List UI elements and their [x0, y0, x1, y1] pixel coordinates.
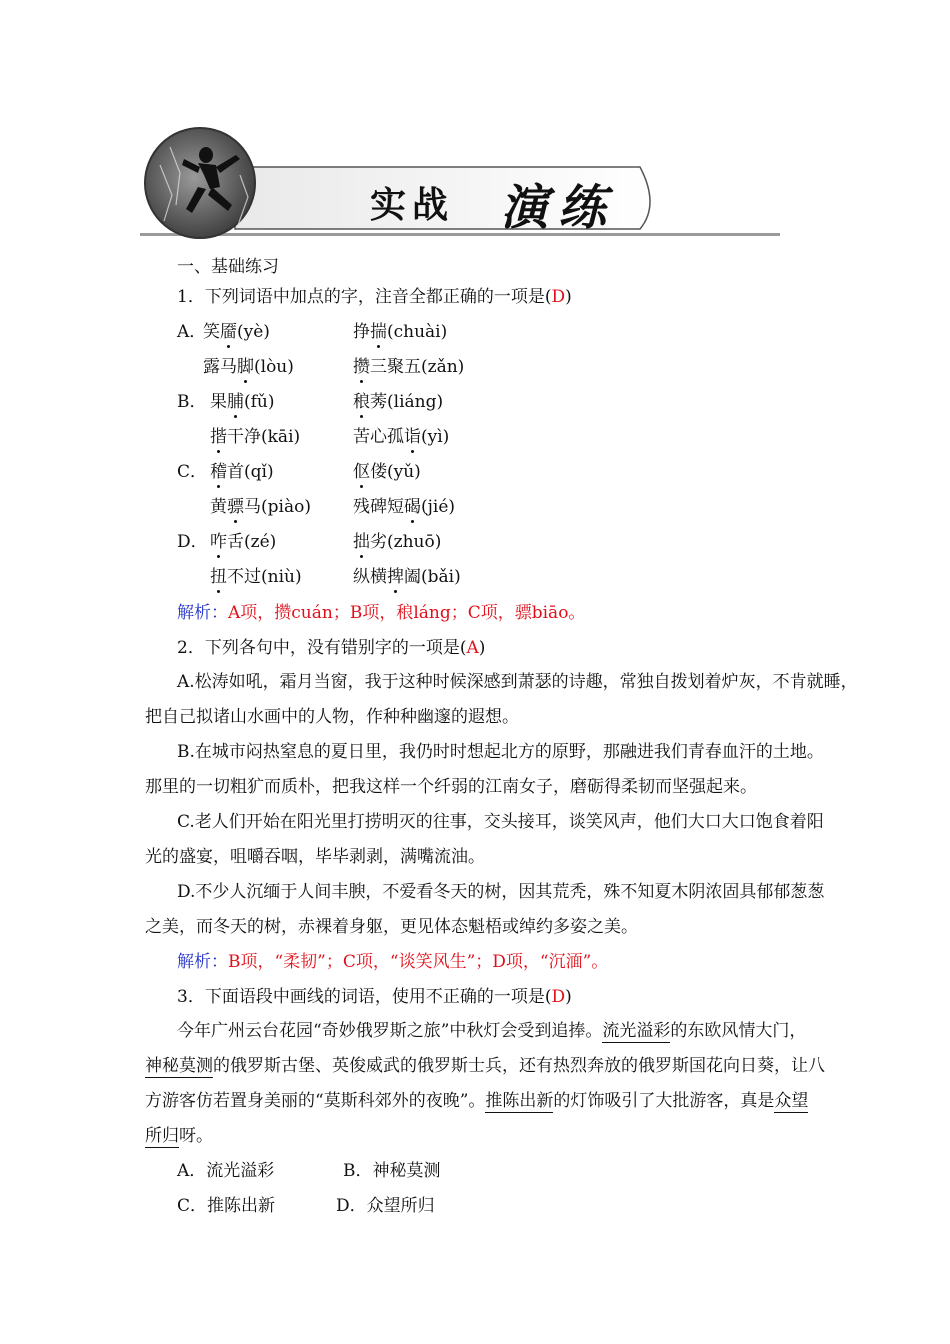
q1-option-b2: 稂莠(liáng)	[353, 392, 444, 412]
q2-option-a-line2: 把自己拟诸山水画中的人物，作种种幽邃的遐想。	[145, 707, 519, 727]
q2-option-a-line1: A.松涛如吼，霜月当窗，我于这种时候深感到萧瑟的诗趣，常独自拨划着炉灰，不肯就睡，	[177, 672, 858, 692]
q1-option-c1: 稽首(qǐ)	[210, 462, 274, 482]
q2-analysis: 解析：B项，“柔韧”；C项，“谈笑风生”；D项，“沉湎”。	[177, 952, 609, 972]
q1-option-a1: 笑靥(yè)	[203, 322, 270, 342]
q3-answer: D	[551, 987, 566, 1007]
q1-option-d2: 拙劣(zhuō)	[353, 532, 442, 552]
banner-title-a: 实战	[370, 184, 455, 226]
q2-stem: 2．下列各句中，没有错别字的一项是(A)	[177, 638, 486, 658]
q3-passage-line3: 方游客仿若置身美丽的“莫斯科郊外的夜晚”。推陈出新的灯饰吸引了大批游客，真是众望	[145, 1091, 809, 1111]
banner-title-b: 演练	[500, 180, 617, 236]
q3-passage-line1: 今年广州云台花园“奇妙俄罗斯之旅”中秋灯会受到追捧。流光溢彩的东欧风情大门，	[177, 1021, 807, 1041]
q1-option-a4: 攒三聚五(zǎn)	[353, 357, 465, 377]
q1-option-d3: 扭不过(niù)	[210, 567, 302, 587]
q1-option-d-label: D．	[177, 532, 208, 552]
banner	[140, 125, 780, 245]
q3-option-c: C．推陈出新	[177, 1196, 276, 1216]
q1-option-a2: 挣揣(chuài)	[353, 322, 448, 342]
q1-option-a3: 露马脚(lòu)	[203, 357, 294, 377]
q2-answer: A	[466, 638, 479, 658]
q1-option-c-label: C．	[177, 462, 208, 482]
q1-option-d1: 咋舌(zé)	[210, 532, 277, 552]
banner-graphic	[140, 125, 780, 245]
q1-option-b-label: B．	[177, 392, 207, 412]
q2-option-b-line2: 那里的一切粗犷而质朴，把我这样一个纤弱的江南女子，磨砺得柔韧而坚强起来。	[145, 777, 757, 797]
q1-stem: 1．下列词语中加点的字，注音全都正确的一项是(D)	[177, 287, 572, 307]
q1-option-d4: 纵横捭阖(bǎi)	[353, 567, 461, 587]
q3-stem: 3．下面语段中画线的词语，使用不正确的一项是(D)	[177, 987, 572, 1007]
section-heading: 一、基础练习	[177, 257, 279, 277]
q3-passage-line4: 所归呀。	[145, 1126, 213, 1146]
q1-option-c2: 伛偻(yǔ)	[353, 462, 421, 482]
q1-analysis: 解析：A项，攒cuán；B项，稂láng；C项，骠biāo。	[177, 603, 586, 623]
q1-option-b4: 苦心孤诣(yì)	[353, 427, 450, 447]
q3-option-b: B．神秘莫测	[343, 1161, 441, 1181]
q2-option-d-line2: 之美，而冬天的树，赤裸着身躯，更见体态魁梧或绰约多姿之美。	[145, 917, 638, 937]
q1-answer: D	[551, 287, 566, 307]
q2-option-c-line2: 光的盛宴，咀嚼吞咽，毕毕剥剥，满嘴流油。	[145, 847, 485, 867]
q3-passage-line2: 神秘莫测的俄罗斯古堡、英俊威武的俄罗斯士兵，还有热烈奔放的俄罗斯国花向日葵，让八	[145, 1056, 825, 1076]
q1-option-a-label: A．	[177, 322, 207, 342]
q2-option-c-line1: C.老人们开始在阳光里打捞明灭的往事，交头接耳，谈笑风声，他们大口大口饱食着阳	[177, 812, 824, 832]
q1-option-b3: 揩干净(kāi)	[210, 427, 301, 447]
q3-option-d: D．众望所归	[336, 1196, 435, 1216]
q1-option-c4: 残碑短碣(jié)	[353, 497, 456, 517]
q2-option-b-line1: B.在城市闷热窒息的夏日里，我仍时时想起北方的原野，那融进我们青春血汗的土地。	[177, 742, 824, 762]
q3-option-a: A．流光溢彩	[177, 1161, 275, 1181]
q1-option-b1: 果脯(fǔ)	[210, 392, 275, 412]
q2-option-d-line1: D.不少人沉缅于人间丰腴，不爱看冬天的树，因其荒秃，殊不知夏木阴浓固具郁郁葱葱	[177, 882, 825, 902]
q1-option-c3: 黄骠马(piào)	[210, 497, 311, 517]
